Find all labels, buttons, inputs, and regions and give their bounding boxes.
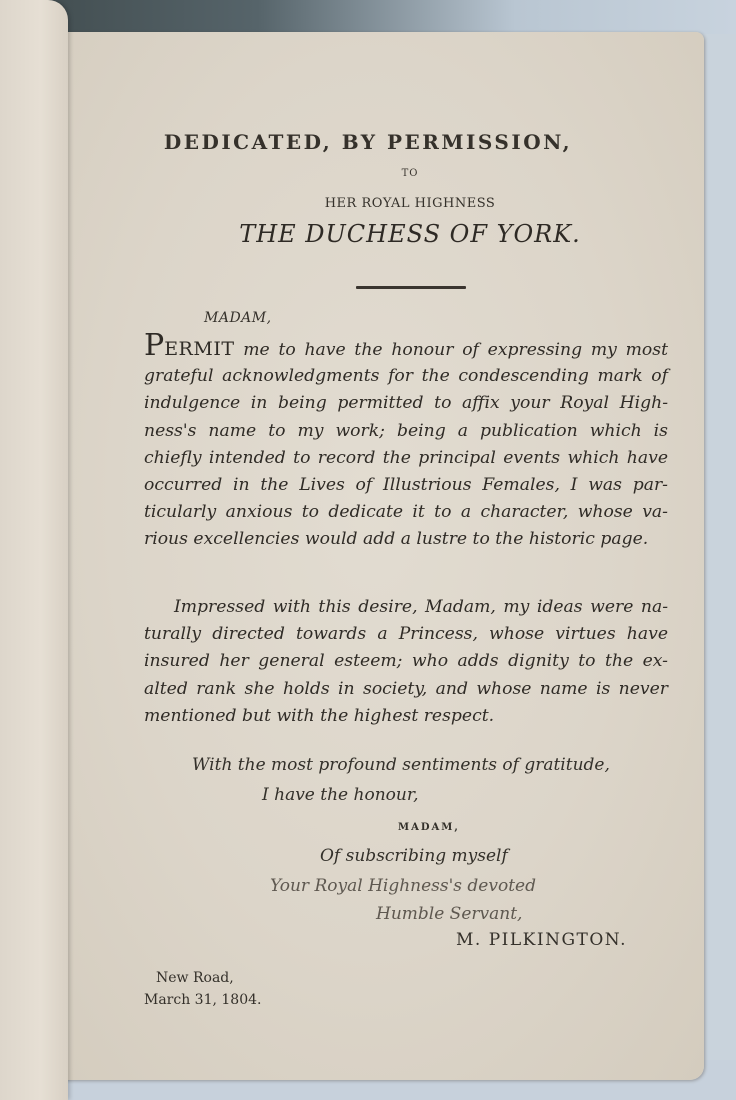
paragraph-line: alted rank she holds in society, and whose name is never bbox=[144, 678, 668, 699]
paragraph-line: indulgence in being permitted to affix your Royal High- bbox=[144, 393, 668, 414]
book-page bbox=[38, 32, 704, 1080]
photo-backdrop-top bbox=[0, 0, 736, 34]
dedication-to: TO bbox=[401, 168, 419, 179]
closing-line: Of subscribing myself bbox=[320, 846, 508, 866]
book-left-leaf bbox=[0, 0, 68, 1100]
paragraph-line: rious excellencies would add a lustre to the historic page. bbox=[144, 529, 649, 550]
paragraph-line: ticularly anxious to dedicate it to a character, whose va- bbox=[144, 502, 668, 523]
place-line: New Road, bbox=[156, 970, 234, 986]
closing-line: Your Royal Highness's devoted bbox=[270, 876, 536, 896]
drop-cap: P bbox=[144, 328, 165, 363]
paragraph-line: grateful acknowledgments for the condescending mark of bbox=[144, 366, 668, 387]
paragraph-line: mentioned but with the highest respect. bbox=[144, 705, 495, 726]
paragraph-line: ness's name to my work; being a publication which is bbox=[144, 420, 668, 441]
paragraph-line bbox=[144, 328, 668, 363]
author-signature: M. PILKINGTON. bbox=[456, 930, 627, 950]
paragraph-line: chiefly intended to record the principal events which have bbox=[144, 447, 668, 468]
paragraph-line: Impressed with this desire, Madam, my ideas were na- bbox=[144, 597, 668, 617]
paragraph-line: insured her general esteem; who adds dignity to the ex- bbox=[144, 651, 668, 672]
opening-word: ERMIT bbox=[164, 338, 235, 360]
closing-madam: MADAM, bbox=[398, 822, 460, 833]
closing-line: With the most profound sentiments of gratitude, bbox=[192, 755, 610, 775]
paragraph-line: turally directed towards a Princess, whose virtues have bbox=[144, 624, 668, 645]
closing-line: I have the honour, bbox=[262, 785, 419, 805]
date-line: March 31, 1804. bbox=[144, 992, 262, 1008]
recipient-title: HER ROYAL HIGHNESS bbox=[324, 196, 496, 211]
salutation: MADAM, bbox=[204, 310, 272, 326]
paragraph-line: occurred in the Lives of Illustrious Females, I was par- bbox=[144, 474, 668, 495]
ornamental-rule bbox=[356, 286, 466, 289]
paragraph-1 bbox=[144, 328, 668, 554]
dedication-heading: DEDICATED, BY PERMISSION, bbox=[163, 130, 573, 154]
line-text: me to have the honour of expressing my most bbox=[234, 340, 668, 360]
paragraph-2 bbox=[144, 594, 668, 730]
recipient-name: THE DUCHESS OF YORK. bbox=[239, 220, 581, 248]
closing-line: Humble Servant, bbox=[376, 904, 523, 924]
